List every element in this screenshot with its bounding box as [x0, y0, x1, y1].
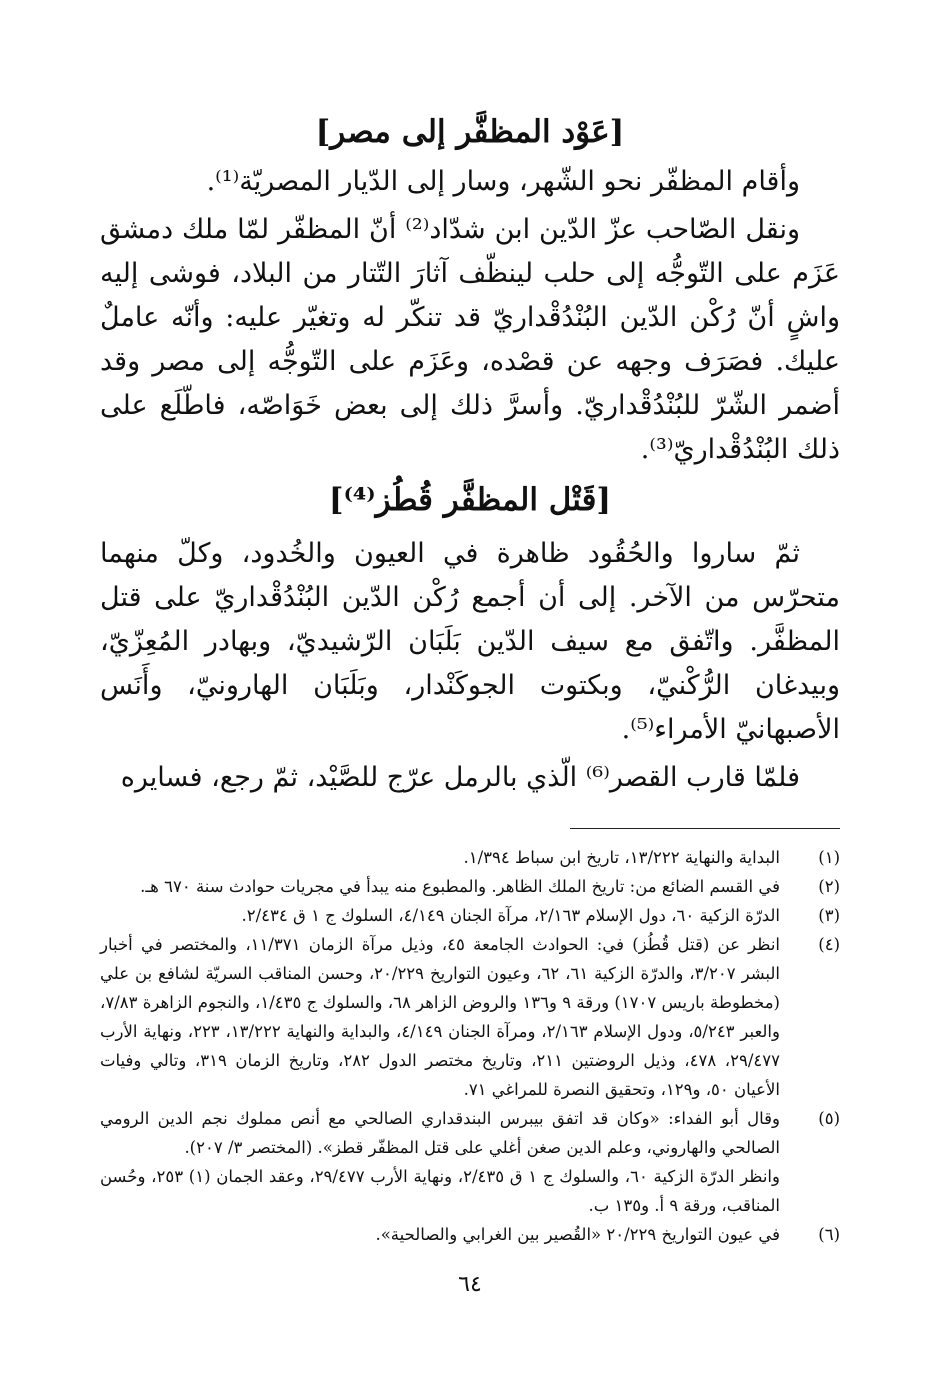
paragraph-1: وأقام المظفّر نحو الشّهر، وسار إلى الدّيار المصريّة⁽¹⁾. — [206, 166, 800, 197]
footnote-text — [100, 1220, 780, 1249]
footnote-text — [100, 872, 780, 901]
footnote-number: (٦) — [818, 1225, 840, 1244]
page-body — [100, 96, 840, 1249]
footnote-2 — [100, 872, 840, 901]
footnote-number: (٢) — [818, 877, 840, 896]
footnote-number: (٤) — [818, 935, 840, 954]
footnote-line: وانظر الدرّة الزكية ٦٠، والسلوك ج ١ ق ٢/٤٣٥، ونهاية الأرب ٢٩/٤٧٧، وعقد الجمان (١) ٢٥٣، وحُسن المناقب، ورقة ٩ أ. و١٣٥ ب. — [100, 1167, 780, 1215]
footnote-5 — [100, 1104, 840, 1220]
footnote-line: في عيون التواريخ ٢٠/٢٢٩ «القُصير بين الغرابي والصالحية». — [375, 1225, 780, 1244]
footnote-4 — [100, 930, 840, 1104]
section-heading-return: [عَوْد المظفَّر إلى مصر] — [315, 114, 625, 150]
footnote-text — [100, 901, 780, 930]
paragraph-4: فلمّا قارب القصر⁽⁶⁾ الّذي بالرمل عرّج للصَّيْد، ثمّ رجع، فسايره — [120, 762, 800, 793]
footnotes — [100, 843, 840, 1249]
footnote-line: الدرّة الزكية ٦٠، دول الإسلام ٢/١٦٣، مرآة الجنان ٤/١٤٩، السلوك ج ١ ق ٢/٤٣٤. — [241, 906, 780, 925]
footnote-1 — [100, 843, 840, 872]
page-number: ٦٤ — [458, 1272, 482, 1297]
footnote-number: (٥) — [818, 1109, 840, 1128]
footnote-6 — [100, 1220, 840, 1249]
section-heading-killing: [قَتْل المظفَّر قُطُز⁽⁴⁾] — [328, 482, 612, 518]
paragraph-3: ثمّ ساروا والحُقُود ظاهرة في العيون والخُدود، وكلّ منهما متحرّس من الآخر. إلى أن أجمع رُكْن الدّين البُنْدُقْداريّ على قتل المظفَّر. واتّفق مع سيف الدّين بَلَبَان الرّشيديّ، وبهادر المُعِزّيّ، وبيدغان الرُّكْنيّ، وبكتوت الجوكَنْدار، وبَلَبَان الهارونيّ، وأَنَس الأصبهانيّ الأمراء⁽⁵⁾. — [100, 538, 840, 745]
footnote-line: في القسم الضائع من: تاريخ الملك الظاهر. والمطبوع منه يبدأ في مجريات حوادث سنة ٦٧٠ هـ. — [140, 877, 780, 896]
footnote-text — [100, 843, 780, 872]
footnote-number: (٣) — [818, 906, 840, 925]
footnote-number: (١) — [818, 848, 840, 867]
paragraph-2: ونقل الصّاحب عزّ الدّين ابن شدّاد⁽²⁾ أنّ المظفّر لمّا ملك دمشق عَزَم على التّوجُّه إلى حلب لينظّف آثارَ التّتار من البلاد، فوشى إليه واشٍ أنّ رُكْن الدّين البُنْدُقْداريّ قد تنكّر له وتغيّر عليه: وأنّه عاملٌ عليك. فصَرَف وجهه عن قصْده، وعَزَم على التّوجُّه إلى مصر وقد أضمر الشّرّ للبُنْدُقْداريّ. وأسرَّ ذلك إلى بعض خَوَاصّه، فاطّلَع على ذلك البُنْدُقْداريّ⁽³⁾. — [100, 214, 840, 465]
footnote-line: انظر عن (قتل قُطُز) في: الحوادث الجامعة ٤٥، وذيل مرآة الزمان ١١/٣٧١، والمختصر في أخبار البشر ٣/٢٠٧، والدرّة الزكية ٦١، ٦٢، وعيون التواريخ ٢٠/٢٢٩، وحسن المناقب السريّة لشافع بن علي (مخطوطة باريس ١٧٠٧) ورقة ٩ و١٣٦ والروض الزاهر ٦٨، والسلوك ج ١/٤٣٥، والنجوم الزاهرة ٧/٨٣، والعبر ٥/٢٤٣، ودول الإسلام ٢/١٦٣، ومرآة الجنان ٤/١٤٩، والبداية والنهاية ١٣/٢٢٢، ٢٢٣، ونهاية الأرب ٢٩/٤٧٧، ٤٧٨، وذيل الروضتين ٢١١، وتاريخ مختصر الدول ٢٨٢، وتاريخ الزمان ٣١٩، وتالي وفيات الأعيان ٥٠، و١٢٩، وتحقيق النصرة للمراغي ٧١. — [100, 935, 781, 1099]
footnote-separator — [570, 828, 840, 829]
footnote-line: وقال أبو الفداء: «وكان قد اتفق بيبرس البندقداري الصالحي مع أنص مملوك نجم الدين الرومي الصالحي والهاروني، وعلم الدين صغن أغلي على قتل المظفّر قطز». (المختصر ٣/ ٢٠٧). — [100, 1109, 780, 1157]
footnote-text — [100, 1104, 780, 1220]
footnote-text — [100, 930, 780, 1104]
footnote-3 — [100, 901, 840, 930]
footnote-line: البداية والنهاية ١٣/٢٢٢، تاريخ ابن سباط ١/٣٩٤. — [463, 848, 780, 867]
